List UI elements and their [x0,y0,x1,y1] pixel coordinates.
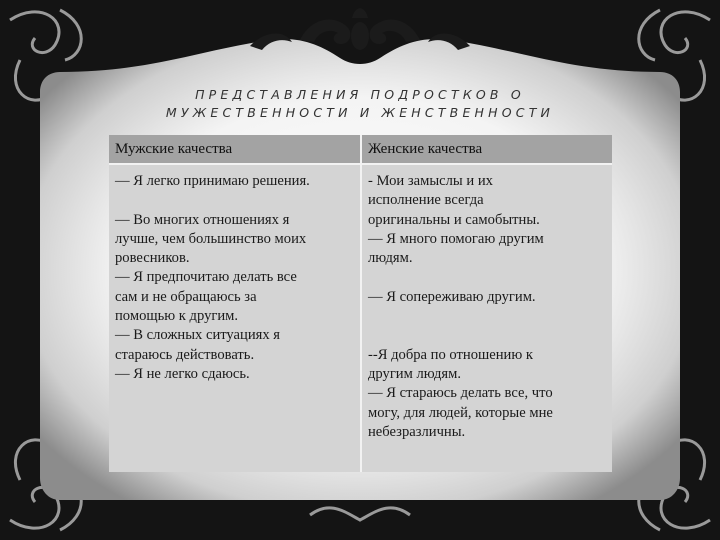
female-line: — Я сопереживаю другим. [368,288,536,305]
title-line-1: ПРЕДСТАВЛЕНИЯ ПОДРОСТКОВ О [195,87,525,102]
female-line: исполнение всегда [368,192,484,209]
title-line-2: МУЖЕСТВЕННОСТИ И ЖЕНСТВЕННОСТИ [165,105,555,120]
female-line: оригинальны и самобытны. [368,211,540,228]
header-male-qualities: Мужские качества [109,135,361,164]
female-line: людям. [368,250,413,267]
male-line: — Во многих отношениях я [115,211,290,228]
male-qualities-cell [109,164,361,472]
female-line: --Я добра по отношению к [368,346,533,363]
female-line: — Я много помогаю другим [368,230,544,247]
qualities-table [109,135,612,472]
male-line: ровесников. [115,250,190,267]
male-line: — В сложных ситуациях я [115,327,281,344]
male-line: — Я предпочитаю делать все [115,269,297,286]
female-line: другим людям. [368,365,461,382]
male-line: — Я легко принимаю решения. [115,173,310,189]
female-line: небезразличны. [368,423,466,440]
header-female-qualities: Женские качества [361,135,612,164]
table-row [109,164,612,472]
female-line: - Мои замыслы и их [368,173,493,189]
male-line: — Я не легко сдаюсь. [115,365,250,382]
slide-title [130,86,590,122]
table-header-row [109,135,612,164]
female-line: могу, для людей, которые мне [368,404,553,421]
male-line: стараюсь действовать. [115,346,255,363]
male-line: помощью к другим. [115,308,239,325]
female-line: — Я стараюсь делать все, что [368,385,553,402]
male-line: лучше, чем большинство моих [115,230,307,247]
male-line: сам и не обращаюсь за [115,288,257,305]
female-qualities-cell [361,164,612,472]
